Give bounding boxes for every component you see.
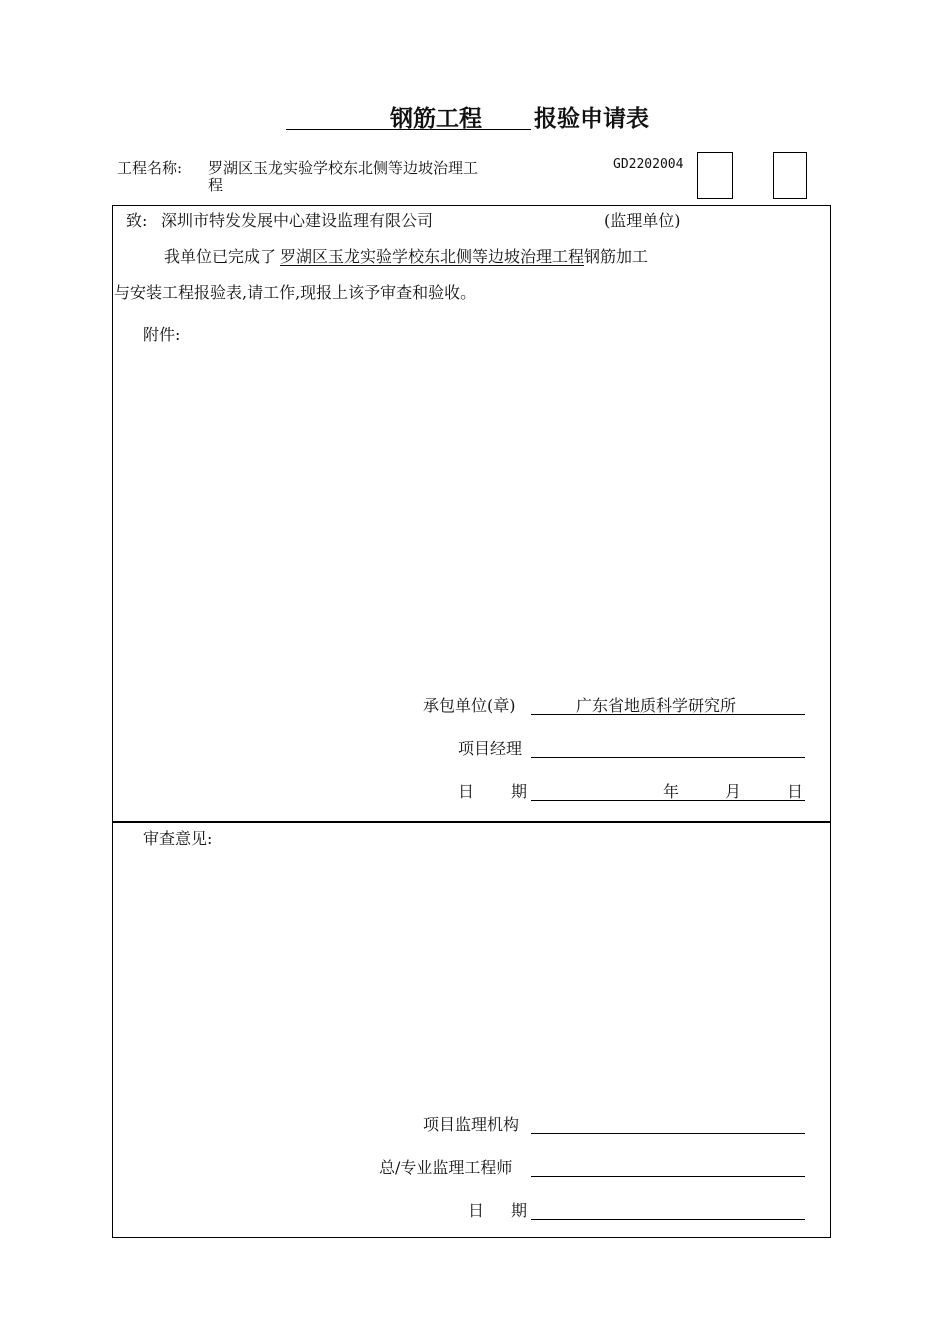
date-label-1b: 期 xyxy=(511,782,528,801)
code-box-1 xyxy=(697,152,733,199)
project-label: 工程名称: xyxy=(117,159,183,177)
body-line2: 与安装工程报验表,请工作,现报上该予审查和验收。 xyxy=(114,283,477,302)
engineer-label: 总/专业监理工程师 xyxy=(379,1158,513,1177)
form-code: GD2202004 xyxy=(613,157,684,172)
org-line xyxy=(531,1133,805,1134)
engineer-line xyxy=(531,1176,805,1177)
date-label-2a: 日 xyxy=(468,1201,485,1220)
to-name: 深圳市特发发展中心建设监理有限公司 xyxy=(161,211,434,230)
contractor-value: 广东省地质科学研究所 xyxy=(576,696,737,715)
title-part2: 报验申请表 xyxy=(534,106,649,132)
manager-label: 项目经理 xyxy=(458,739,523,758)
day-label: 日 xyxy=(787,782,804,801)
to-role: (监理单位) xyxy=(604,211,681,230)
title-part1: 钢筋工程 xyxy=(390,106,482,132)
year-label: 年 xyxy=(663,782,680,801)
body-line1 xyxy=(164,244,648,267)
month-label: 月 xyxy=(725,782,742,801)
project-name-line1: 罗湖区玉龙实验学校东北侧等边坡治理工 xyxy=(208,159,479,177)
contractor-label: 承包单位(章) xyxy=(423,696,516,715)
body-prefix: 我单位已完成了 xyxy=(164,247,277,266)
date-label-1a: 日 xyxy=(458,782,475,801)
body-suffix: 钢筋加工 xyxy=(584,247,649,266)
manager-line xyxy=(531,757,805,758)
date-label-2b: 期 xyxy=(511,1201,528,1220)
org-label: 项目监理机构 xyxy=(423,1115,520,1134)
body-project: 罗湖区玉龙实验学校东北侧等边坡治理工程 xyxy=(280,247,585,266)
attachments-label: 附件: xyxy=(143,325,181,344)
project-name-line2: 程 xyxy=(208,176,224,194)
date-line-2 xyxy=(531,1219,805,1220)
code-box-2 xyxy=(773,152,807,199)
to-label: 致: xyxy=(126,211,148,230)
opinion-label: 审查意见: xyxy=(143,829,213,848)
